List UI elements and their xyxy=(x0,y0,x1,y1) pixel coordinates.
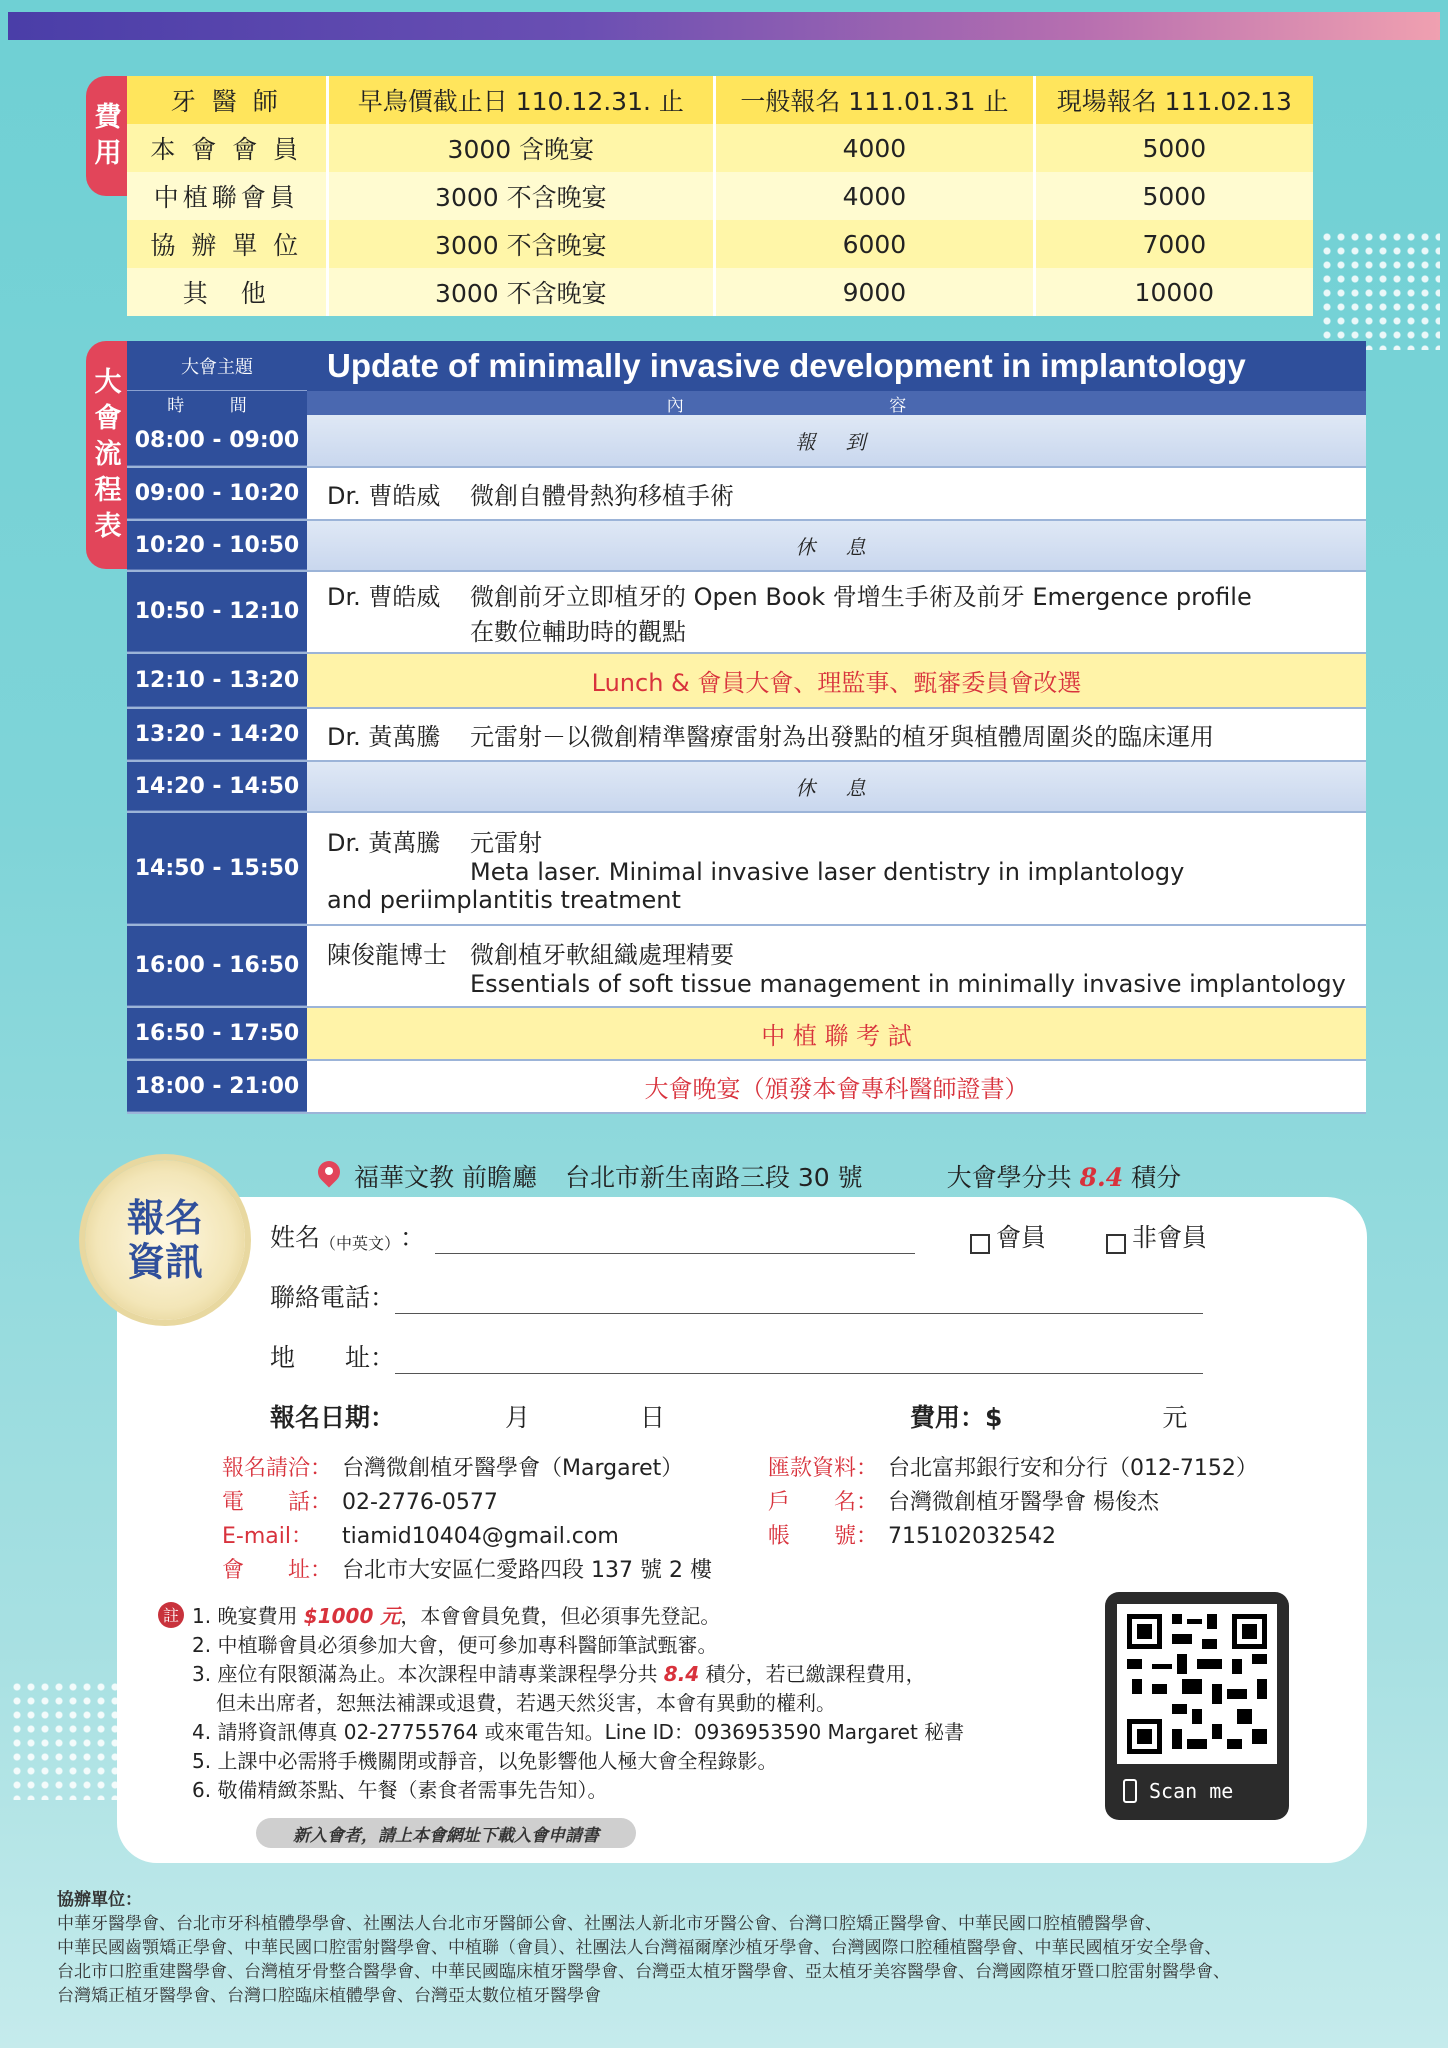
row-time: 10:20 - 10:50 xyxy=(127,521,307,570)
schedule-row xyxy=(127,1061,1366,1114)
location-pin-icon xyxy=(318,1161,340,1191)
fee-row xyxy=(127,172,1313,220)
cohost-line: 台灣矯正植牙醫學會、台灣口腔臨床植體學會、台灣亞太數位植牙醫學會 xyxy=(57,1986,601,2006)
row-time: 08:00 - 09:00 xyxy=(127,415,307,466)
checkbox-icon[interactable] xyxy=(1106,1234,1126,1254)
decorative-dots xyxy=(10,1680,130,1800)
fee-cell: 本 會 會 員 xyxy=(127,124,327,172)
note-item: 但未出席者，恕無法補課或退費，若遇天然災害，本會有異動的權利。 xyxy=(216,1691,836,1715)
name-field[interactable]: 姓名 （中英文） ： xyxy=(270,1218,915,1254)
time-header: 時 間 xyxy=(127,391,307,415)
schedule-side-tab xyxy=(86,341,130,569)
fee-header-cell: 早鳥價截止日 110.12.31. 止 xyxy=(327,76,715,124)
fee-row xyxy=(127,124,1313,172)
schedule-row xyxy=(127,813,1366,926)
date-field[interactable]: 報名日期： 月 日 xyxy=(270,1403,666,1432)
row-break: 報 到 xyxy=(307,415,1366,466)
fee-row xyxy=(127,220,1313,268)
theme-header xyxy=(127,341,1366,391)
schedule-row xyxy=(127,762,1366,813)
row-content xyxy=(307,813,1366,924)
member-checkbox[interactable]: 會員 xyxy=(970,1218,1046,1254)
fee-field[interactable]: 費用：$ 元 xyxy=(910,1403,1188,1432)
schedule-row xyxy=(127,468,1366,521)
speaker-name: Dr. 黃萬騰 xyxy=(327,723,441,751)
row-time: 12:10 - 13:20 xyxy=(127,654,307,707)
schedule-side-char: 程 xyxy=(94,475,122,506)
schedule-row xyxy=(127,654,1366,709)
talk-title: Essentials of soft tissue management in minimally invasive implantology xyxy=(470,969,1346,998)
fees-side-char: 用 xyxy=(94,138,122,169)
speaker-name: Dr. 曹皓威 xyxy=(327,482,441,510)
note-item: 1. 晚宴費用 $1000 元，本會會員免費，但必須事先登記。 xyxy=(192,1604,721,1628)
fee-cell: 4000 xyxy=(715,172,1034,220)
talk-title: 元雷射－以微創精準醫療雷射為出發點的植牙與植體周圍炎的臨床運用 xyxy=(470,723,1214,751)
note-item: 5. 上課中必需將手機關閉或靜音，以免影響他人極大會全程錄影。 xyxy=(192,1749,778,1773)
cohost-line: 中華民國齒顎矯正學會、中華民國口腔雷射醫學會、中植聯（會員）、社團法人台灣福爾摩沙植牙學會、台灣國際口腔種植醫學會、中華民國植牙安全學會、 xyxy=(57,1938,1222,1958)
speaker-name: Dr. 曹皓威 xyxy=(327,583,441,611)
theme-title: Update of minimally invasive development in implantology xyxy=(307,341,1366,391)
fee-cell: 3000 不含晚宴 xyxy=(327,268,715,316)
fee-cell: 5000 xyxy=(1034,124,1313,172)
fee-header-cell: 一般報名 111.01.31 止 xyxy=(715,76,1034,124)
talk-title: 微創自體骨熱狗移植手術 xyxy=(470,482,734,510)
row-content xyxy=(307,468,1366,519)
fees-side-char: 費 xyxy=(94,102,122,133)
note-item: 3. 座位有限額滿為止。本次課程申請專業課程學分共 8.4 積分，若已繳課程費用， xyxy=(192,1662,926,1686)
row-time: 16:50 - 17:50 xyxy=(127,1008,307,1059)
venue-name: 福華文教 前瞻廳 xyxy=(354,1163,537,1192)
note-item: 2. 中植聯會員必須參加大會，便可參加專科醫師筆試甄審。 xyxy=(192,1633,718,1657)
schedule-subheader xyxy=(127,391,1366,415)
schedule-side-char: 會 xyxy=(94,403,122,434)
fee-cell: 其 他 xyxy=(127,268,327,316)
fee-header-cell: 牙 醫 師 xyxy=(127,76,327,124)
note-mark-icon: 註 xyxy=(158,1602,184,1628)
schedule-row xyxy=(127,521,1366,572)
fee-cell: 中植聯會員 xyxy=(127,172,327,220)
schedule-row xyxy=(127,415,1366,468)
schedule-side-char: 流 xyxy=(94,439,122,470)
qr-code-icon[interactable] xyxy=(1117,1604,1277,1764)
row-time: 16:00 - 16:50 xyxy=(127,926,307,1006)
row-time: 09:00 - 10:20 xyxy=(127,468,307,519)
top-color-band xyxy=(8,12,1440,40)
fee-cell: 10000 xyxy=(1034,268,1313,316)
fee-cell: 3000 不含晚宴 xyxy=(327,220,715,268)
row-content xyxy=(307,572,1366,652)
cohost-line: 台北市口腔重建醫學會、台灣植牙骨整合醫學會、中華民國臨床植牙醫學會、台灣亞太植牙醫學會、亞太植牙美容醫學會、台灣國際植牙暨口腔雷射醫學會、 xyxy=(57,1962,1230,1982)
checkbox-icon[interactable] xyxy=(970,1234,990,1254)
talk-title: Meta laser. Minimal invasive laser dentistry in implantology xyxy=(470,858,1185,886)
venue-address: 台北市新生南路三段 30 號 xyxy=(564,1163,863,1192)
fee-header-cell: 現場報名 111.02.13 xyxy=(1034,76,1313,124)
talk-title: 元雷射 xyxy=(470,829,542,857)
fees-side-tab xyxy=(86,76,130,196)
speaker-name: Dr. 黃萬騰 xyxy=(327,829,441,857)
schedule-row xyxy=(127,709,1366,762)
talk-title: and periimplantitis treatment xyxy=(327,886,681,914)
fee-cell: 3000 不含晚宴 xyxy=(327,172,715,220)
fee-cell: 4000 xyxy=(715,124,1034,172)
qr-code-card[interactable] xyxy=(1105,1592,1289,1820)
fee-table xyxy=(127,76,1313,316)
talk-title: 微創前牙立即植牙的 Open Book 骨增生手術及前牙 Emergence profile xyxy=(470,583,1252,611)
fee-cell: 6000 xyxy=(715,220,1034,268)
phone-icon xyxy=(1123,1779,1137,1803)
row-break: 休 息 xyxy=(307,521,1366,570)
credit-info: 大會學分共 8.4 積分 xyxy=(946,1163,1182,1192)
registration-badge: 報名 資訊 xyxy=(85,1160,245,1320)
theme-label: 大會主題 xyxy=(127,341,307,391)
email-link[interactable]: tiamid10404@gmail.com xyxy=(342,1524,619,1549)
content-header: 內 容 xyxy=(307,391,1366,415)
row-time: 18:00 - 21:00 xyxy=(127,1061,307,1112)
name-input-line[interactable] xyxy=(435,1228,915,1254)
schedule-table xyxy=(127,341,1366,1114)
schedule-row xyxy=(127,572,1366,654)
row-banquet: 大會晚宴（頒發本會專科醫師證書） xyxy=(307,1061,1366,1112)
schedule-side-char: 大 xyxy=(94,367,122,398)
nonmember-checkbox[interactable]: 非會員 xyxy=(1106,1218,1207,1254)
fee-header-row xyxy=(127,76,1313,124)
credit-value: 8.4 xyxy=(1079,1163,1124,1192)
row-content xyxy=(307,926,1366,1006)
schedule-row xyxy=(127,926,1366,1008)
cohost-title: 協辦單位： xyxy=(57,1890,142,1910)
talk-title: 在數位輔助時的觀點 xyxy=(470,618,686,646)
row-time: 14:50 - 15:50 xyxy=(127,813,307,924)
new-member-pill[interactable]: 新入會者，請上本會網址下載入會申請書 xyxy=(256,1818,636,1848)
cohost-section xyxy=(57,1888,1397,2008)
phone-field[interactable]: 聯絡電話： xyxy=(270,1278,1203,1314)
fee-cell: 協 辦 單 位 xyxy=(127,220,327,268)
note-item: 6. 敬備精緻茶點、午餐（素食者需事先告知）。 xyxy=(192,1778,608,1802)
row-content xyxy=(307,709,1366,760)
address-input-line[interactable] xyxy=(395,1348,1203,1374)
row-break: 休 息 xyxy=(307,762,1366,811)
row-time: 10:50 - 12:10 xyxy=(127,572,307,652)
scan-me-label: Scan me xyxy=(1117,1774,1277,1808)
speaker-name: 陳俊龍博士 xyxy=(327,940,447,969)
fee-cell: 7000 xyxy=(1034,220,1313,268)
schedule-row xyxy=(127,1008,1366,1061)
talk-title: 微創植牙軟組織處理精要 xyxy=(470,940,734,969)
phone-input-line[interactable] xyxy=(395,1288,1203,1314)
venue-line xyxy=(318,1158,1181,1194)
row-time: 13:20 - 14:20 xyxy=(127,709,307,760)
row-time: 14:20 - 14:50 xyxy=(127,762,307,811)
cohost-line: 中華牙醫學會、台北市牙科植體學學會、社團法人台北市牙醫師公會、社團法人新北市牙醫公會、台灣口腔矯正醫學會、中華民國口腔植體醫學會、 xyxy=(57,1914,1162,1934)
notes-list xyxy=(162,1602,965,1805)
row-exam: 中 植 聯 考 試 xyxy=(307,1008,1366,1059)
fee-row xyxy=(127,268,1313,316)
contact-left: 報名請洽： 台灣微創植牙醫學會（Margaret） 電 話： 02-2776-0577 E-mail： tiamid10404@gmail.com 會 址： 台北市大安區仁愛路四段 137 號 2 樓 xyxy=(222,1456,712,1583)
schedule-side-char: 表 xyxy=(94,511,122,542)
row-lunch: Lunch & 會員大會、理監事、甄審委員會改選 xyxy=(307,654,1366,707)
address-field[interactable]: 地 址： xyxy=(270,1338,1203,1374)
decorative-dots xyxy=(1320,230,1440,350)
contact-right: 匯款資料： 台北富邦銀行安和分行（012-7152） 戶 名： 台灣微創植牙醫學會 楊俊杰 帳 號： 715102032542 xyxy=(768,1456,1258,1549)
fee-cell: 9000 xyxy=(715,268,1034,316)
note-item: 4. 請將資訊傳真 02-27755764 或來電告知。Line ID：0936953590 Margaret 秘書 xyxy=(192,1720,965,1744)
fee-cell: 5000 xyxy=(1034,172,1313,220)
fee-cell: 3000 含晚宴 xyxy=(327,124,715,172)
